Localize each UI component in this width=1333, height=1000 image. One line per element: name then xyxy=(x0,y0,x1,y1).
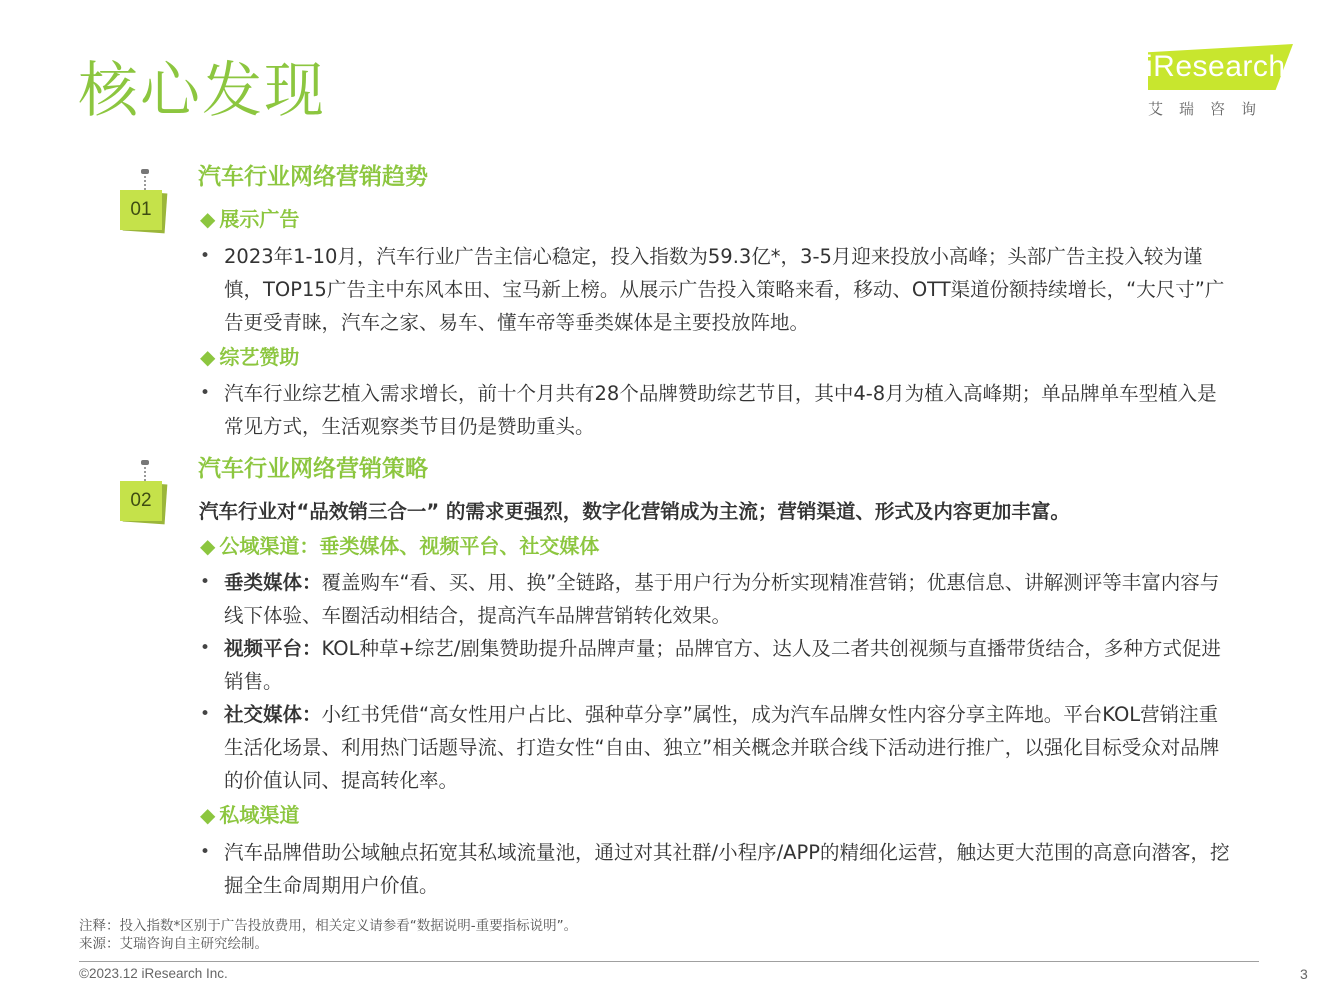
diamond-icon: ◆ xyxy=(200,803,216,827)
list-item: • 垂类媒体：覆盖购车“看、买、用、换”全链路，基于用户行为分析实现精准营销；优惠信息、讲解测评等丰富内容与线下体验、车圈活动相结合，提高汽车品牌营销转化效果。 xyxy=(200,566,1230,632)
bullet-icon: • xyxy=(200,704,211,724)
copyright: ©2023.12 iResearch Inc. xyxy=(79,966,228,981)
subsection-title: ◆ 展示广告 xyxy=(200,207,300,231)
section-number: 02 xyxy=(120,481,162,521)
section-lead: 汽车行业对“品效销三合一” 的需求更强烈，数字化营销成为主流；营销渠道、形式及内容更加丰富。 xyxy=(199,500,1070,523)
page-title: 核心发现 xyxy=(78,56,326,126)
section-number: 01 xyxy=(120,190,162,230)
section-heading: 汽车行业网络营销趋势 xyxy=(198,164,428,190)
iresearch-logo xyxy=(1140,42,1300,118)
subsection-title: ◆ 公域渠道：垂类媒体、视频平台、社交媒体 xyxy=(200,534,600,558)
bullet-icon: • xyxy=(200,572,211,592)
bullet-icon: • xyxy=(200,246,211,266)
bullet-icon: • xyxy=(200,383,211,403)
list-item: • 汽车行业综艺植入需求增长，前十个月共有28个品牌赞助综艺节目，其中4-8月为植入高峰期；单品牌单车型植入是常见方式，生活观察类节目仍是赞助重头。 xyxy=(200,377,1230,443)
section-heading: 汽车行业网络营销策略 xyxy=(198,456,428,482)
footer-divider xyxy=(79,961,1259,962)
source-note: 来源：艾瑞咨询自主研究绘制。 xyxy=(79,936,268,952)
bullet-icon: • xyxy=(200,842,211,862)
diamond-icon: ◆ xyxy=(200,534,216,558)
list-item: • 2023年1-10月，汽车行业广告主信心稳定，投入指数为59.3亿*，3-5月迎来投放小高峰；头部广告主投入较为谨慎，TOP15广告主中东风本田、宝马新上榜。从展示广告投入策略来看，移动、OTT渠道份额持续增长，“大尺寸”广告更受青睐，汽车之家、易车、懂车帝等垂类媒体是主要投放阵地。 xyxy=(200,240,1230,339)
section-tag-01 xyxy=(120,172,166,234)
pin-icon xyxy=(144,463,146,481)
section-tag-02 xyxy=(120,463,166,525)
diamond-icon: ◆ xyxy=(200,207,216,231)
list-item: • 视频平台：KOL种草+综艺/剧集赞助提升品牌声量；品牌官方、达人及二者共创视频与直播带货结合，多种方式促进销售。 xyxy=(200,632,1230,698)
logo-brand-text: iResearch xyxy=(1146,50,1286,83)
page-number: 3 xyxy=(1300,966,1308,982)
subsection-title: ◆ 私域渠道 xyxy=(200,803,300,827)
pin-icon xyxy=(144,172,146,190)
pin-head-icon xyxy=(141,460,149,465)
pin-head-icon xyxy=(141,169,149,174)
diamond-icon: ◆ xyxy=(200,345,216,369)
list-item: • 社交媒体：小红书凭借“高女性用户占比、强种草分享”属性，成为汽车品牌女性内容分享主阵地。平台KOL营销注重生活化场景、利用热门话题导流、打造女性“自由、独立”相关概念并联合线下活动进行推广，以强化目标受众对品牌的价值认同、提高转化率。 xyxy=(200,698,1230,797)
list-item: • 汽车品牌借助公域触点拓宽其私域流量池，通过对其社群/小程序/APP的精细化运营，触达更大范围的高意向潜客，挖掘全生命周期用户价值。 xyxy=(200,836,1230,902)
subsection-title: ◆ 综艺赞助 xyxy=(200,345,300,369)
logo-subtitle: 艾瑞咨询 xyxy=(1148,100,1273,118)
bullet-icon: • xyxy=(200,638,211,658)
footnote: 注释：投入指数*区别于广告投放费用，相关定义请参看“数据说明-重要指标说明”。 xyxy=(79,918,578,934)
